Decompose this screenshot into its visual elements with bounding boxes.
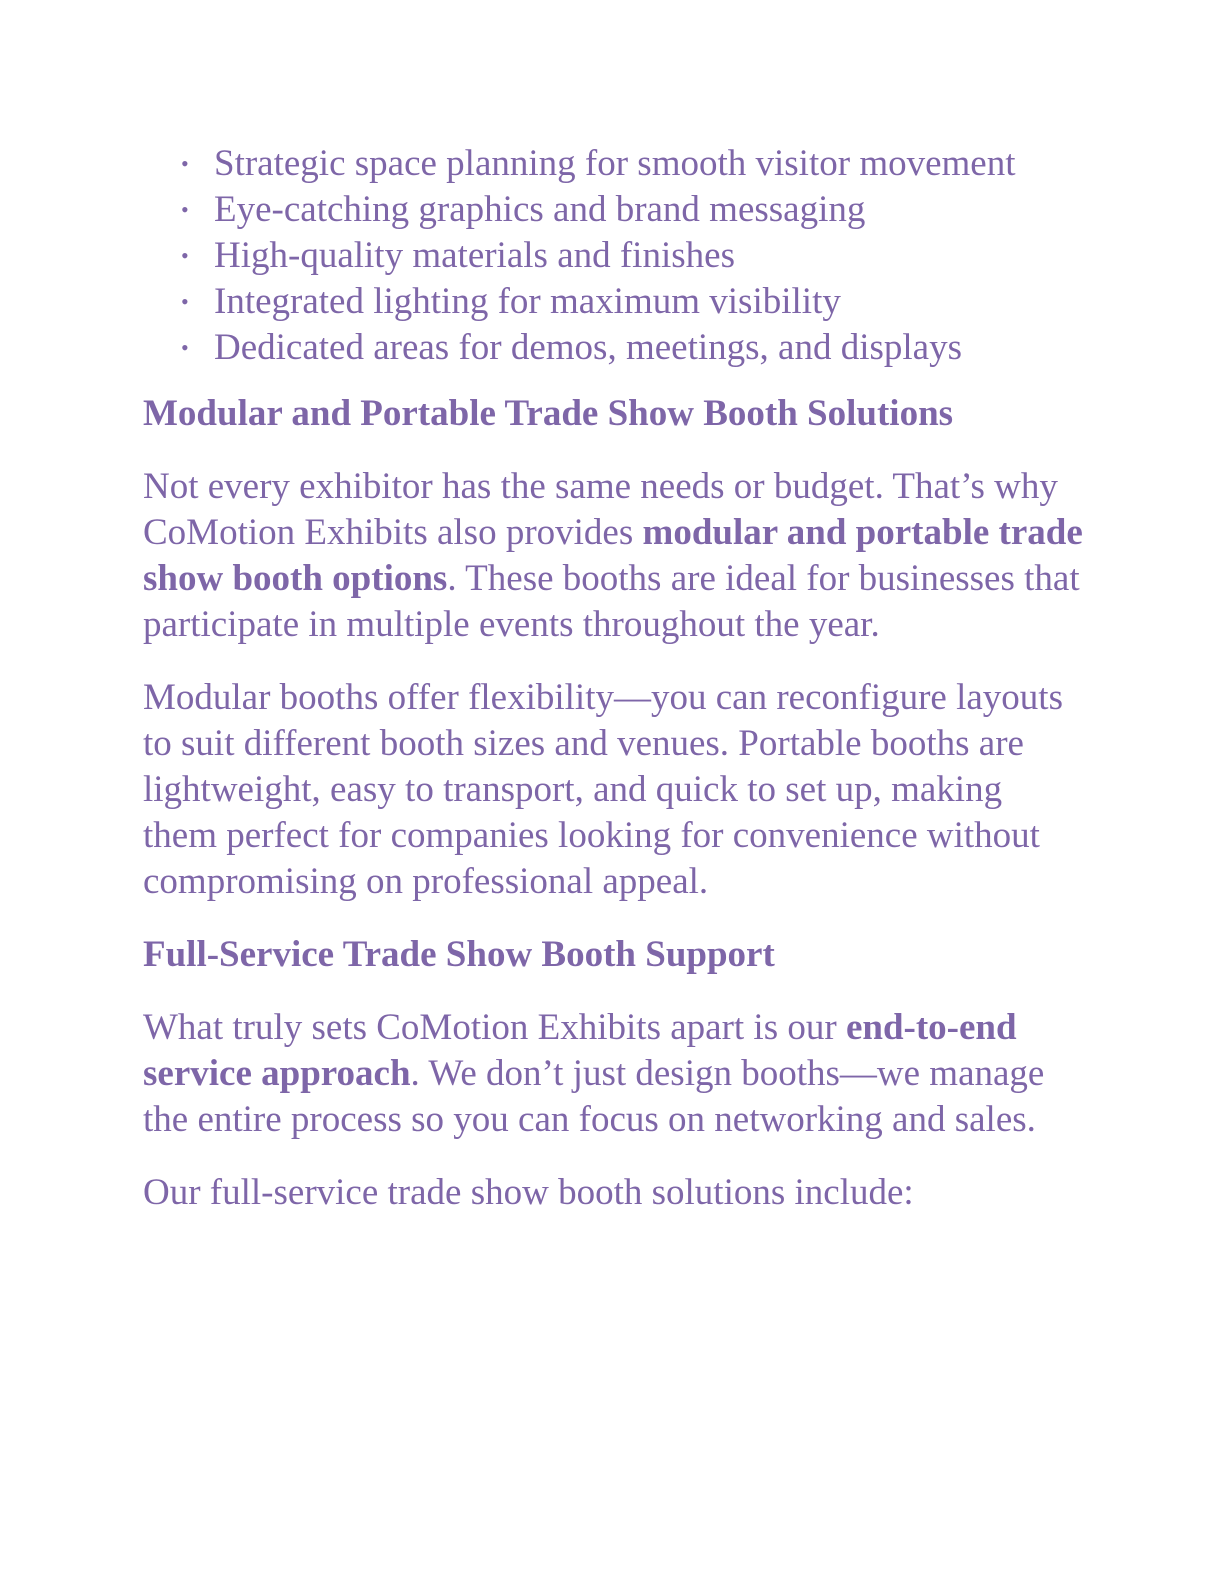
paragraph-text: What truly sets CoMotion Exhibits apart is our: [143, 1007, 846, 1048]
list-item-text: Integrated lighting for maximum visibility: [214, 281, 841, 322]
paragraph-modular-intro: [143, 464, 1083, 648]
feature-list: [143, 141, 1083, 371]
list-item-text: Dedicated areas for demos, meetings, and displays: [214, 327, 962, 368]
paragraph-solutions-lead: Our full-service trade show booth solutions include:: [143, 1172, 914, 1213]
section-heading-modular: Modular and Portable Trade Show Booth Solutions: [143, 393, 954, 434]
bullet-icon: •: [181, 151, 189, 176]
bullet-icon: •: [181, 197, 189, 222]
bullet-icon: •: [181, 289, 189, 314]
bullet-icon: •: [181, 243, 189, 268]
list-item-text: Strategic space planning for smooth visitor movement: [214, 143, 1016, 184]
list-item-text: Eye-catching graphics and brand messaging: [214, 189, 866, 230]
paragraph-text: . These booths are ideal for businesses that participate in multiple events throughout the year.: [143, 558, 1080, 645]
document-page: [143, 141, 1083, 1243]
paragraph-text: Not every exhibitor has the same needs or budget. That’s why CoMotion Exhibits also provides: [143, 466, 1058, 553]
paragraph-text: . We don’t just design booths—we manage the entire process so you can focus on networking and sales.: [143, 1053, 1045, 1140]
paragraph-modular-details: Modular booths offer flexibility—you can reconfigure layouts to suit different booth sizes and venues. Portable booths are lightweight, easy to transport, and quick to set up, making them perfect for companies looking for convenience without compromising on professional appeal.: [143, 677, 1063, 902]
list-item: [143, 141, 1083, 187]
list-item: [143, 187, 1083, 233]
paragraph-emphasis: modular and portable trade show booth options: [143, 512, 1083, 599]
list-item: [143, 233, 1083, 279]
list-item: [143, 325, 1083, 371]
paragraph-emphasis: end-to-end service approach: [143, 1007, 1017, 1094]
list-item-text: High-quality materials and finishes: [214, 235, 735, 276]
section-heading-full-service: Full-Service Trade Show Booth Support: [143, 934, 775, 975]
paragraph-full-service-intro: [143, 1005, 1083, 1143]
list-item: [143, 279, 1083, 325]
bullet-icon: •: [181, 335, 189, 360]
